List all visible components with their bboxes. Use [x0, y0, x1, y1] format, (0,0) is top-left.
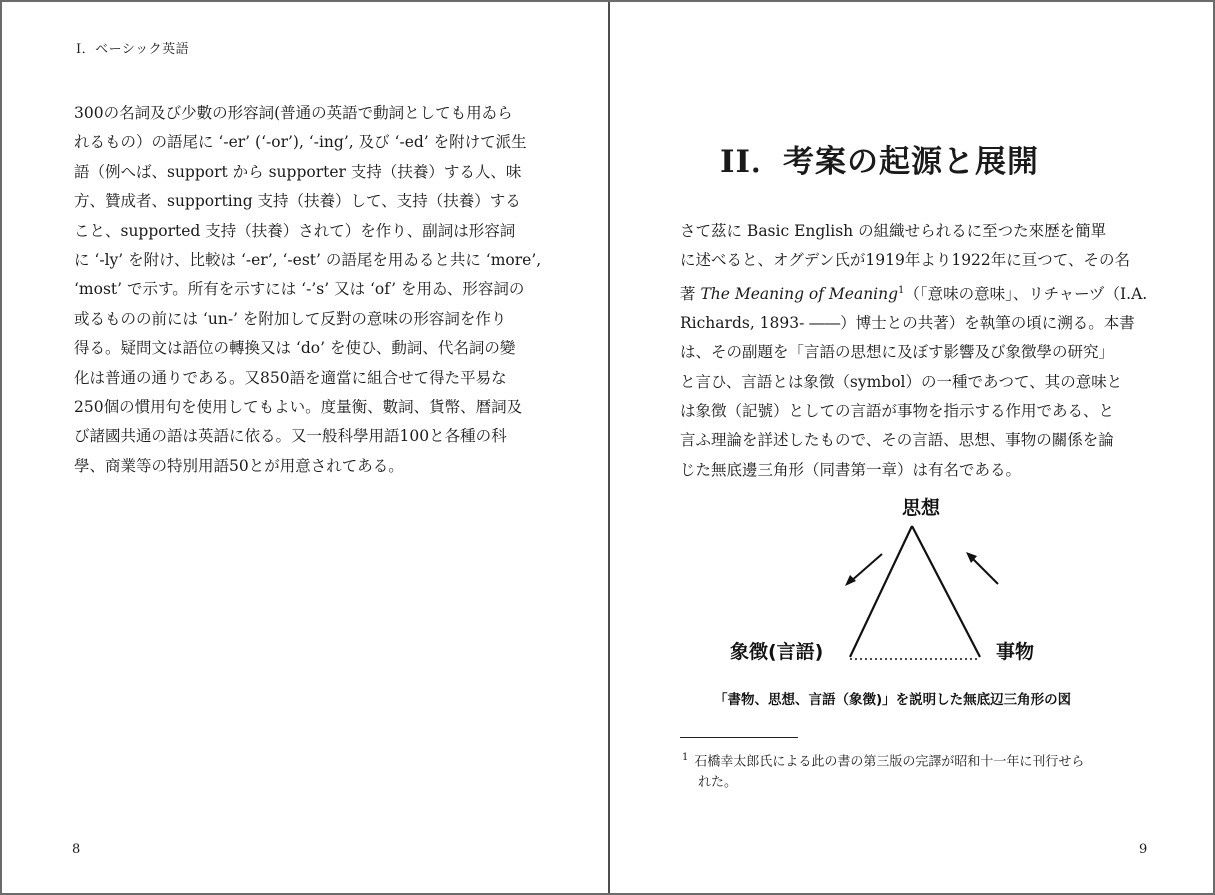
text-line: は、その副題を「言語の思想に及ぼす影響及び象徴學の研究」	[680, 343, 1115, 362]
text-line: 語（例へば、support から supporter 支持（扶養）する人、味	[74, 162, 522, 181]
text-line: と言ひ、言語とは象徴（symbol）の一種であつて、其の意味と	[680, 372, 1123, 391]
body-paragraph	[74, 99, 552, 481]
figure-label-referent: 事物	[996, 641, 1035, 663]
chapter-title: II．考案の起源と展開	[720, 144, 1040, 180]
text-line: 得る。疑問文は語位の轉換又は ‘do’ を使ひ、動詞、代名詞の變	[74, 339, 516, 358]
text-line: じた無底邊三角形（同書第一章）は有名である。	[680, 460, 1022, 479]
arrow-up-left	[970, 556, 998, 584]
text-line	[680, 276, 1150, 309]
figure-caption: 「書物、思想、言語（象徴)」を説明した無底辺三角形の図	[714, 692, 1072, 708]
text-line: び諸國共通の語は英語に依る。又一般科學用語100と各種の科	[74, 427, 507, 446]
text-line: れるもの）の語尾に ‘-er’ (‘-or’), ‘-ing’, 及び ‘-ed’ を附けて派生	[74, 133, 527, 152]
page-number: 9	[1139, 842, 1148, 857]
running-head: I．ベーシック英語	[76, 42, 190, 57]
figure-label-symbol: 象徴(言語)	[730, 641, 824, 663]
footnote-rule	[680, 737, 798, 738]
page-number: 8	[72, 842, 81, 857]
text-line: 學、商業等の特別用語50とが用意されてある。	[74, 456, 404, 475]
text-line: 化は普通の通りである。又850語を適當に組合せて得た平易な	[74, 368, 507, 387]
book-title: The Meaning of Meaning	[700, 284, 899, 303]
triangle-right-side	[912, 526, 980, 657]
footnote-text: 石橋幸太郎氏による此の書の第三版の完譯が昭和十一年に刊行せら	[694, 754, 1085, 770]
left-page	[2, 2, 608, 893]
text-line: 方、贊成者、supporting 支持（扶養）して、支持（扶養）する	[74, 192, 521, 211]
text-line: に ‘-ly’ を附け、比較は ‘-er’, ‘-est’ の語尾を用ゐると共に ‘more’,	[74, 251, 542, 270]
footnote-mark: 1	[682, 752, 689, 763]
text-line: Richards, 1893- ――）博士との共著）を執筆の頃に溯る。本書	[680, 314, 1135, 333]
arrow-down-left	[850, 554, 882, 582]
footnote-line	[682, 747, 1152, 772]
intro-paragraph	[680, 217, 1150, 485]
text-line: こと、supported 支持（扶養）されて）を作り、副詞は形容詞	[74, 221, 516, 240]
figure-label-thought: 思想	[902, 497, 941, 519]
text-line: 或るものの前には ‘un-’ を附加して反對の意味の形容詞を作り	[74, 309, 507, 328]
text-segment: 著	[680, 284, 701, 303]
text-line: に述べると、オグデン氏が1919年より1922年に亘つて、その名	[680, 251, 1130, 270]
text-line: さて茲に Basic English の組織せられるに至つた來歴を簡單	[680, 222, 1107, 240]
text-line: は象徴（記號）としての言語が事物を指示する作用である、と	[680, 401, 1115, 420]
text-line: 言ふ理論を詳述したもので、その言語、思想、事物の關係を論	[680, 431, 1114, 450]
text-line: ‘most’ で示す。所有を示すには ‘-’s’ 又は ‘of’ を用ゐ、形容詞の	[74, 280, 525, 299]
text-line: 250個の慣用句を使用してもよい。度量衡、數詞、貨幣、暦詞及	[74, 398, 523, 417]
text-segment: （｢意味の意味｣、リチャーヅ（I.A.	[904, 284, 1148, 303]
triangle-left-side	[850, 526, 912, 657]
right-page	[610, 2, 1215, 893]
footnote-reference: 1	[898, 284, 905, 296]
arrow-down-left-head	[845, 575, 856, 586]
footnote	[682, 747, 1152, 793]
semantic-triangle-figure	[710, 492, 1130, 672]
footnote-line: れた。	[698, 775, 738, 791]
text-line: 300の名詞及び少數の形容詞(普通の英語で動詞としても用ゐら	[74, 104, 513, 122]
